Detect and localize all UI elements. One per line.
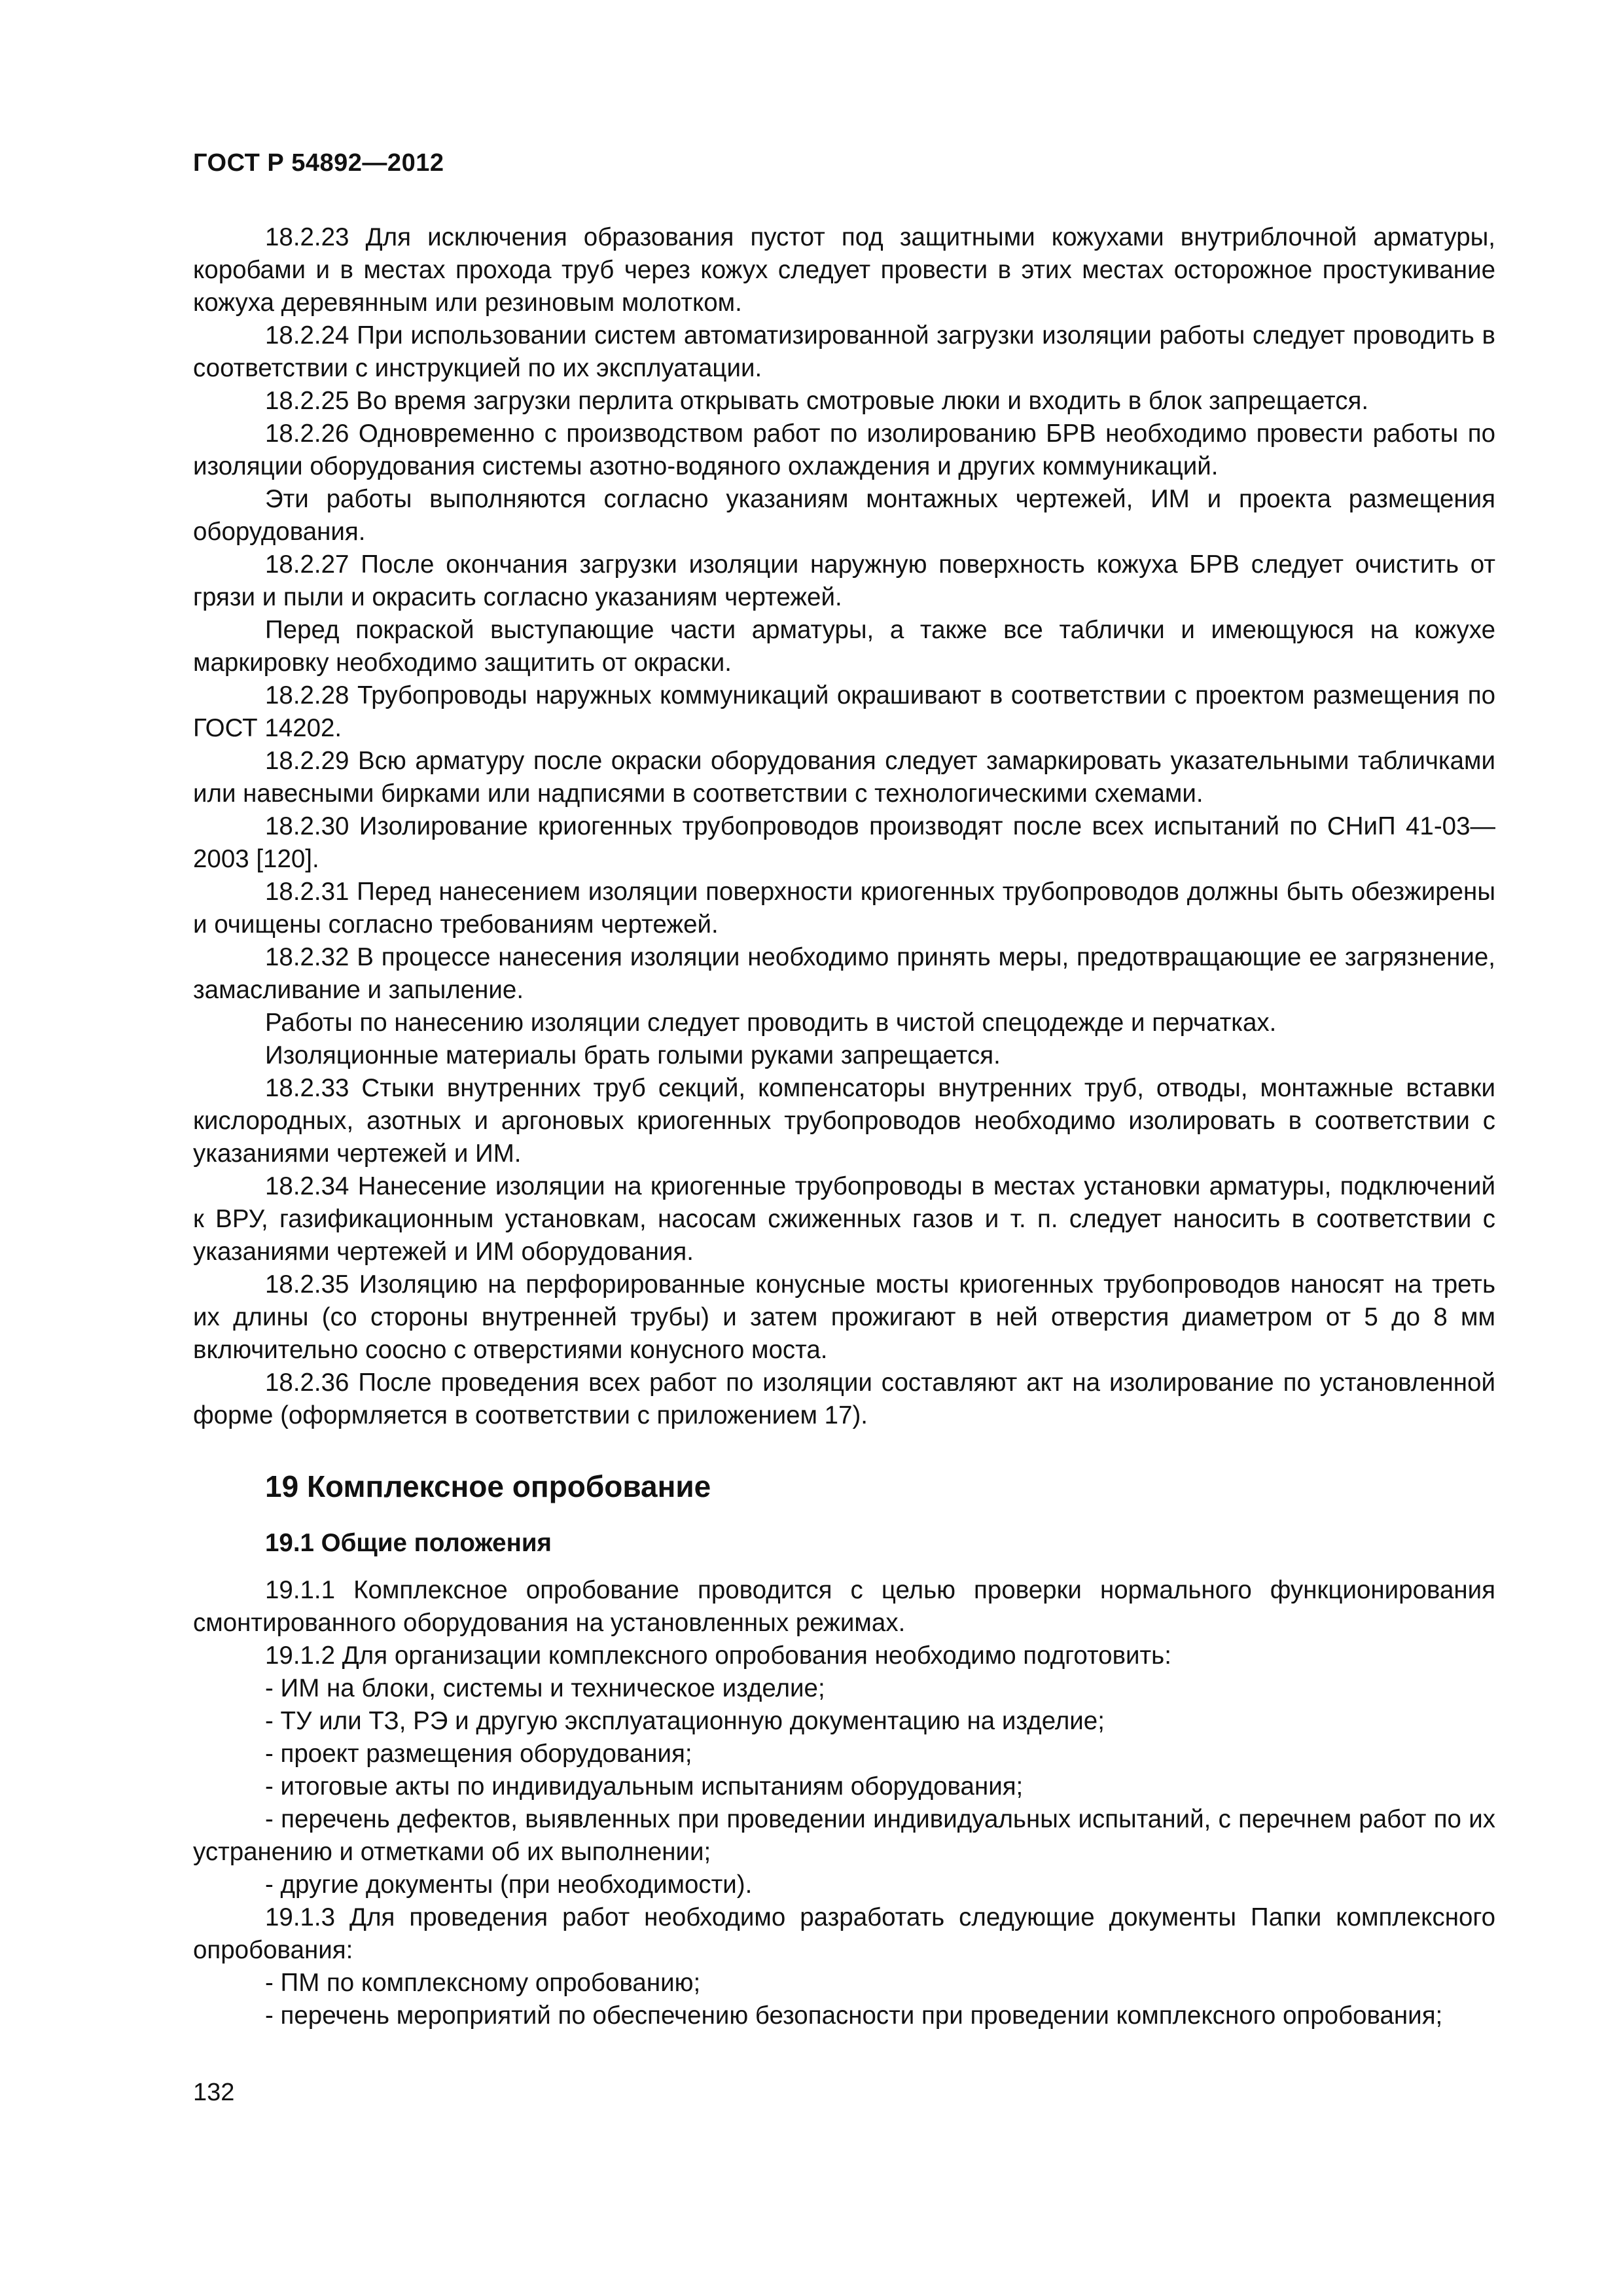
list-item: - ТУ или ТЗ, РЭ и другую эксплуатационную документацию на изделие; xyxy=(265,1707,1105,1735)
paragraph: 18.2.29 Всю арматуру после окраски оборудования следует замаркировать указательными табличками или навесными бирками или надписями в соответствии с технологическими схемами. xyxy=(193,747,1495,808)
list-item: - другие документы (при необходимости). xyxy=(265,1871,753,1899)
paragraph: 19.1.3 Для проведения работ необходимо разработать следующие документы Папки комплексного опробования: xyxy=(193,1903,1495,1964)
paragraph: 18.2.35 Изоляцию на перфорированные конусные мосты криогенных трубопроводов наносят на треть их длины (со стороны внутренней трубы) и затем прожигают в ней отверстия диаметром от 5 до 8 мм включительно соосно с отверстиями конусного моста. xyxy=(193,1270,1495,1364)
paragraph: Эти работы выполняются согласно указаниям монтажных чертежей, ИМ и проекта размещения оборудования. xyxy=(193,485,1495,546)
section-title: 19 Комплексное опробование xyxy=(265,1469,711,1503)
list-item: - итоговые акты по индивидуальным испытаниям оборудования; xyxy=(265,1772,1024,1801)
paragraph: 18.2.34 Нанесение изоляции на криогенные трубопроводы в местах установки арматуры, подключений к ВРУ, газификационным установкам, насосам сжиженных газов и т. п. следует наносить в соответствии с указаниями чертежей и ИМ оборудования. xyxy=(193,1172,1495,1266)
paragraph: 18.2.32 В процессе нанесения изоляции необходимо принять меры, предотвращающие ее загрязнение, замасливание и запыление. xyxy=(193,943,1495,1004)
subsection-title: 19.1 Общие положения xyxy=(265,1529,552,1557)
list-item: - перечень дефектов, выявленных при проведении индивидуальных испытаний, с перечнем работ по их устранению и отметками об их выполнении; xyxy=(193,1805,1495,1866)
paragraph: Перед покраской выступающие части арматуры, а также все таблички и имеющуюся на кожухе маркировку необходимо защитить от окраски. xyxy=(193,616,1495,677)
paragraph: 18.2.36 После проведения всех работ по изоляции составляют акт на изолирование по установленной форме (оформляется в соответствии с приложением 17). xyxy=(193,1369,1495,1429)
paragraph: 19.1.2 Для организации комплексного опробования необходимо подготовить: xyxy=(265,1641,1171,1670)
list-item: - проект размещения оборудования; xyxy=(265,1740,692,1768)
paragraph: 18.2.28 Трубопроводы наружных коммуникаций окрашивают в соответствии с проектом размещения по ГОСТ 14202. xyxy=(193,681,1495,742)
paragraph: Работы по нанесению изоляции следует проводить в чистой спецодежде и перчатках. xyxy=(265,1009,1277,1037)
paragraph: 19.1.1 Комплексное опробование проводится с целью проверки нормального функционирования смонтированного оборудования на установленных режимах. xyxy=(193,1576,1495,1637)
paragraph: 18.2.25 Во время загрузки перлита открывать смотровые люки и входить в блок запрещается. xyxy=(265,387,1369,415)
paragraph: 18.2.30 Изолирование криогенных трубопроводов производят после всех испытаний по СНиП 41-03—2003 [120]. xyxy=(193,812,1495,873)
paragraph: 18.2.27 После окончания загрузки изоляции наружную поверхность кожуха БРВ следует очистить от грязи и пыли и окрасить согласно указаниям чертежей. xyxy=(193,550,1495,611)
paragraph: 18.2.23 Для исключения образования пустот под защитными кожухами внутриблочной арматуры, коробами и в местах прохода труб через кожух следует провести в этих местах осторожное простукивание кожуха деревянным или резиновым молотком. xyxy=(193,223,1495,317)
paragraph: 18.2.31 Перед нанесением изоляции поверхности криогенных трубопроводов должны быть обезжирены и очищены согласно требованиям чертежей. xyxy=(193,878,1495,939)
paragraph: 18.2.33 Стыки внутренних труб секций, компенсаторы внутренних труб, отводы, монтажные вставки кислородных, азотных и аргоновых криогенных трубопроводов необходимо изолировать в соответствии с указаниями чертежей и ИМ. xyxy=(193,1074,1495,1168)
document-body xyxy=(193,221,1495,2032)
paragraph: 18.2.24 При использовании систем автоматизированной загрузки изоляции работы следует проводить в соответствии с инструкцией по их эксплуатации. xyxy=(193,321,1495,382)
paragraph: 18.2.26 Одновременно с производством работ по изолированию БРВ необходимо провести работы по изоляции оборудования системы азотно-водяного охлаждения и других коммуникаций. xyxy=(193,420,1495,480)
list-item: - перечень мероприятий по обеспечению безопасности при проведении комплексного опробования; xyxy=(265,2001,1443,2030)
list-item: - ПМ по комплексному опробованию; xyxy=(265,1969,701,1997)
list-item: - ИМ на блоки, системы и техническое изделие; xyxy=(265,1674,825,1702)
document-code-header: ГОСТ Р 54892—2012 xyxy=(193,149,444,177)
page-number: 132 xyxy=(193,2079,235,2106)
paragraph: Изоляционные материалы брать голыми руками запрещается. xyxy=(265,1041,1001,1069)
